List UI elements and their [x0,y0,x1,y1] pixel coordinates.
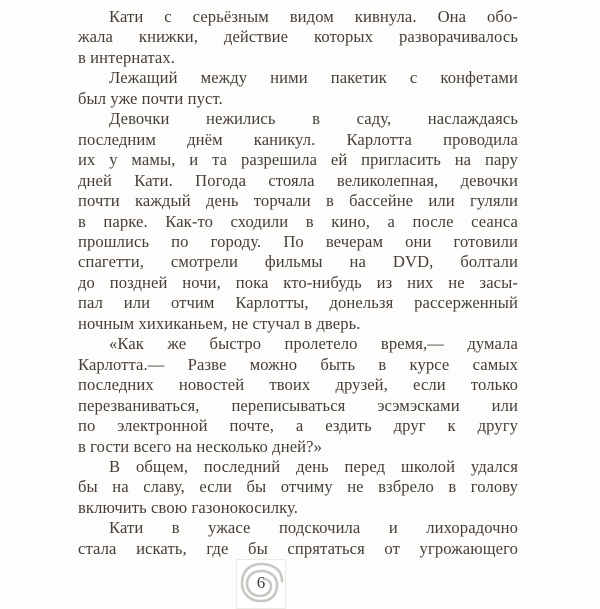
text-line: в парке. Как-то сходили в кино, а после сеанса [78,211,518,231]
text-line: прошлись по городу. По вечерам они готовили [78,231,518,251]
text-line: В общем, последний день перед школой удался [109,456,518,476]
text-line: стала искать, где бы спрятаться от угрожающего [78,538,518,558]
text-line: пал или отчим Карлотты, донельзя рассерженный [78,293,518,313]
page-number-ornament [236,559,286,609]
text-line: Карлотта.— Разве можно быть в курсе самых [78,354,518,374]
text-line: Кати в ужасе подскочила и лихорадочно [109,518,518,538]
text-line: Кати с серьёзным видом кивнула. Она обо- [109,7,518,26]
text-line: последних новостей твоих друзей, если только [78,375,518,395]
text-line: был уже почти пуст. [78,88,223,108]
text-line: ночным хихиканьем, не стучал в дверь. [78,313,361,333]
book-page-text [78,7,518,559]
text-line: жала книжки, действие которых разворачивалось [78,27,518,47]
text-line: дней Кати. Погода стояла великолепная, девочки [78,170,518,190]
text-line: бы на славу, если бы отчиму не взбрело в голову [78,477,518,497]
text-line: до поздней ночи, пока кто-нибудь из них не засы- [78,272,518,292]
text-line: последним днём каникул. Карлотта проводила [78,129,518,149]
text-line: включить свою газонокосилку. [78,497,299,517]
text-line: в интернатах. [78,47,176,67]
text-line: Лежащий между ними пакетик с конфетами [109,68,518,88]
page-number: 6 [256,573,266,592]
text-line: перезваниваться, переписываться эсэмэсками или [78,395,518,415]
text-line: спагетти, смотрели фильмы на DVD, болтали [78,252,518,272]
text-line: Девочки нежились в саду, наслаждаясь [109,109,518,129]
text-line: по электронной почте, а ездить друг к другу [78,416,518,436]
text-line: почти каждый день торчали в бассейне или гуляли [78,191,518,211]
text-line: «Как же быстро пролетело время,— думала [109,334,518,354]
text-line: в гости всего на несколько дней?» [78,436,322,456]
text-line: их у мамы, и та разрешила ей пригласить на пару [78,150,518,170]
